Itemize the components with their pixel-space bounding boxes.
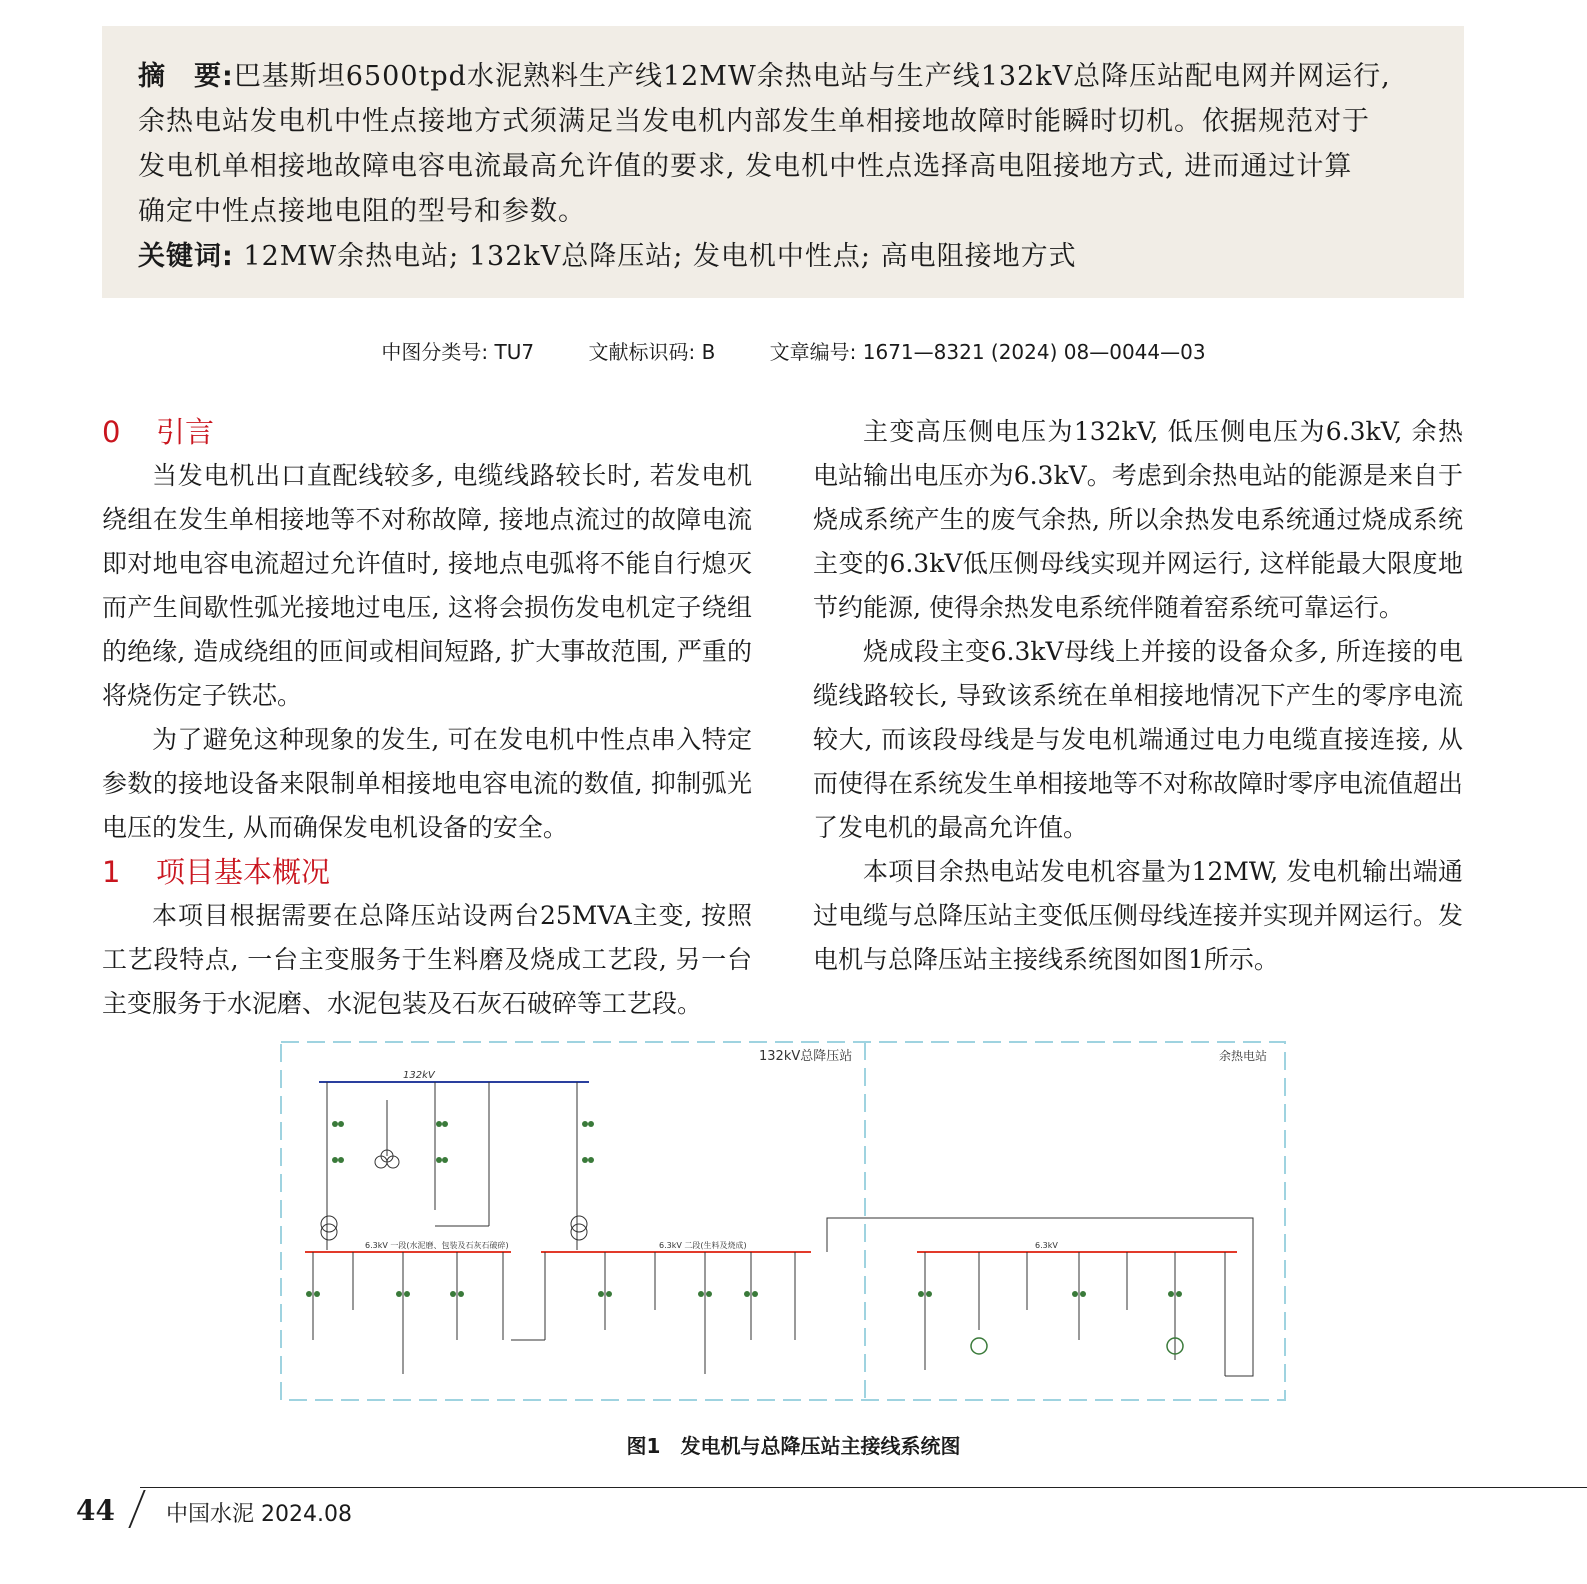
- abstract-line-3: 发电机单相接地故障电容电流最高允许值的要求, 发电机中性点选择高电阻接地方式, 进而通过计算: [138, 151, 1353, 182]
- region-label-plant: 余热电站: [1219, 1049, 1268, 1063]
- generator-symbols: [971, 1338, 1183, 1354]
- bus-6kv-plant-label: 6.3kV: [1035, 1241, 1058, 1250]
- region-label-substation: 132kV总降压站: [759, 1049, 853, 1064]
- bus-6kv-section-1-label: 6.3kV 一段(水泥磨、包装及石灰石破碎): [365, 1241, 509, 1250]
- keywords-label: 关键词:: [138, 241, 234, 272]
- hv-pt-feeder: [375, 1100, 399, 1168]
- keywords: 12MW余热电站; 132kV总降压站; 发电机中性点; 高电阻接地方式: [243, 241, 1077, 272]
- abstract-line-1: 摘 要:巴基斯坦6500tpd水泥熟料生产线12MW余热电站与生产线132kV总降压站配电网并网运行,: [138, 61, 1391, 92]
- document-code: 文献标识码: B: [588, 340, 716, 364]
- keywords-line: [138, 234, 1428, 279]
- left-column: [102, 410, 752, 1026]
- lv-device-markers: [306, 1291, 1182, 1297]
- hv-feeder-right: [571, 1082, 587, 1250]
- paragraph: 为了避免这种现象的发生, 可在发电机中性点串入特定参数的接地设备来限制单相接地电容电流的数值, 抑制弧光电压的发生, 从而确保发电机设备的安全。: [102, 725, 752, 842]
- paragraph: 主变高压侧电压为132kV, 低压侧电压为6.3kV, 余热电站输出电压亦为6.3kV。考虑到余热电站的能源是来自于烧成系统产生的废气余热, 所以余热发电系统通过烧成系统主变的6.3kV低压侧母线实现并网运行, 这样能最大限度地节约能源, 使得余热发电系统伴随着窑系统可靠运行。: [813, 417, 1463, 622]
- right-column: [813, 410, 1463, 982]
- device-markers: [332, 1121, 594, 1163]
- paragraph: 烧成段主变6.3kV母线上并接的设备众多, 所连接的电缆线路较长, 导致该系统在单相接地情况下产生的零序电流较大, 而该段母线是与发电机端通过电力电缆直接连接, 从而使得在系统发生单相接地等不对称故障时零序电流值超出了发电机的最高允许值。: [813, 637, 1464, 842]
- page-number: 44: [76, 1494, 115, 1527]
- bus-132kv-label: 132kV: [403, 1070, 435, 1081]
- clc-number: 中图分类号: TU7: [381, 340, 535, 364]
- heading-project-overview: 1 项目基本概况: [102, 855, 331, 889]
- footer-rule: [140, 1487, 1587, 1488]
- article-number: 文章编号: 1671—8321 (2024) 08—0044—03: [769, 340, 1206, 364]
- bus-6kv-section-2-label: 6.3kV 二段(生料及烧成): [659, 1241, 747, 1250]
- journal-name: 中国水泥 2024.08: [166, 1502, 352, 1527]
- lv-feeders: [313, 1252, 1225, 1376]
- paragraph: 本项目根据需要在总降压站设两台25MVA主变, 按照工艺段特点, 一台主变服务于生料磨及烧成工艺段, 另一台主变服务于水泥磨、水泥包装及石灰石破碎等工艺段。: [102, 901, 752, 1018]
- abstract-box: [102, 26, 1464, 298]
- footer-slash: [128, 1490, 145, 1528]
- diagram-frame: [281, 1042, 1285, 1400]
- hv-feeder-left: [321, 1082, 337, 1250]
- abstract-line-2: 余热电站发电机中性点接地方式须满足当发电机内部发生单相接地故障时能瞬时切机。依据规范对于: [138, 106, 1370, 137]
- figure-caption: 图1 发电机与总降压站主接线系统图: [626, 1434, 961, 1458]
- paragraph: 本项目余热电站发电机容量为12MW, 发电机输出端通过电缆与总降压站主变低压侧母线连接并实现并网运行。发电机与总降压站主接线系统图如图1所示。: [813, 857, 1464, 974]
- abstract-label: 摘 要:: [138, 61, 234, 92]
- hv-tie: [435, 1082, 489, 1226]
- heading-introduction: 0 引言: [102, 415, 215, 449]
- single-line-diagram: [279, 1040, 1289, 1412]
- paragraph: 当发电机出口直配线较多, 电缆线路较长时, 若发电机绕组在发生单相接地等不对称故障, 接地点流过的故障电流即对地电容电流超过允许值时, 接地点电弧将不能自行熄灭而产生间歇性弧光接地过电压, 这将会损伤发电机定子绕组的绝缘, 造成绕组的匝间或相间短路, 扩大事故范围, 严重的将烧伤定子铁芯。: [102, 461, 752, 710]
- abstract-line-4: 确定中性点接地电阻的型号和参数。: [138, 196, 586, 227]
- classification-row: [0, 336, 1587, 365]
